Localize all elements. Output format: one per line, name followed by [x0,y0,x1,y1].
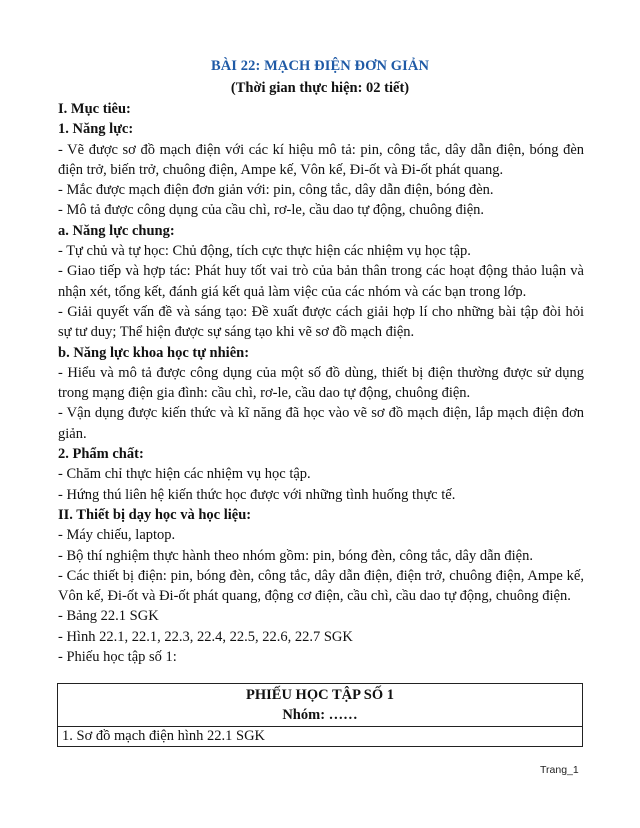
section-heading: 1. Năng lực: [58,121,134,138]
worksheet-row-cell: 1. Sơ đồ mạch điện hình 22.1 SGK [58,727,583,747]
body-paragraph: - Vẽ được sơ đồ mạch điện với các kí hiệu mô tả: pin, công tắc, dây dẫn điện, bóng đèn điện trở, biến trở, chuông điện, Ampe kế, Vôn kế, Đi-ốt và Đi-ốt phát quang. [58,141,584,178]
body-paragraph: - Hiểu và mô tả được công dụng của một số đồ dùng, thiết bị điện thường được sử dụng trong mạng điện gia đình: cầu chì, rơ-le, cầu dao tự động, chuông điện. [58,364,584,402]
body-paragraph: - Máy chiếu, laptop. [58,527,176,544]
section-heading: b. Năng lực khoa học tự nhiên: [58,344,250,361]
body-paragraph: - Hứng thú liên hệ kiến thức học được với những tình huống thực tế. [58,486,456,503]
body-paragraph: - Các thiết bị điện: pin, bóng đèn, công tắc, dây dẫn điện, điện trở, chuông điện, Ampe kế, Vôn kế, Đi-ốt và Đi-ốt phát quang, động cơ điện, cầu chì, cầu dao tự động, chuông điện. [58,567,584,605]
body-paragraph: - Bảng 22.1 SGK [58,608,159,625]
body-paragraph: - Bộ thí nghiệm thực hành theo nhóm gồm: pin, bóng đèn, công tắc, dây dẫn điện. [58,547,533,564]
page-number: Trang_1 [540,764,579,776]
worksheet-header-row [58,684,583,727]
section-heading: 2. Phẩm chất: [58,446,144,463]
worksheet-group: Nhóm: …… [282,707,358,723]
lesson-duration: (Thời gian thực hiện: 02 tiết) [230,80,410,96]
body-paragraph: - Vận dụng được kiến thức và kĩ năng đã học vào vẽ sơ đồ mạch điện, lắp mạch điện đơn giản. [58,405,584,442]
worksheet-title: PHIẾU HỌC TẬP SỐ 1 [246,687,394,703]
body-paragraph: - Chăm chỉ thực hiện các nhiệm vụ học tập. [58,466,311,483]
body-paragraph: - Giao tiếp và hợp tác: Phát huy tốt vai trò của bản thân trong các hoạt động thảo luận và nhận xét, tổng kết, đánh giá kết quả làm việc của các nhóm và các bạn trong lớp. [58,263,584,300]
document-body [58,99,584,667]
lesson-title: BÀI 22: MẠCH ĐIỆN ĐƠN GIẢN [210,58,430,74]
section-heading: a. Năng lực chung: [58,222,175,239]
worksheet-table [57,683,583,747]
section-heading: I. Mục tiêu: [58,101,131,117]
body-paragraph: - Mắc được mạch điện đơn giản với: pin, công tắc, dây dẫn điện, bóng đèn. [58,182,494,199]
body-paragraph: - Giải quyết vấn đề và sáng tạo: Đề xuất được cách giải hợp lí cho những bài tập đòi hỏi sự tư duy; Thể hiện được sự sáng tạo khi vẽ sơ đồ mạch điện. [58,303,584,341]
section-heading: II. Thiết bị dạy học và học liệu: [58,506,252,523]
body-paragraph: - Phiếu học tập số 1: [58,649,177,666]
body-paragraph: - Mô tả được công dụng của cầu chì, rơ-le, cầu dao tự động, chuông điện. [58,202,485,219]
worksheet-row [58,727,583,747]
body-paragraph: - Tự chủ và tự học: Chủ động, tích cực thực hiện các nhiệm vụ học tập. [58,243,471,260]
worksheet-header-cell [58,684,583,727]
body-paragraph: - Hình 22.1, 22.1, 22.3, 22.4, 22.5, 22.6, 22.7 SGK [58,628,353,645]
